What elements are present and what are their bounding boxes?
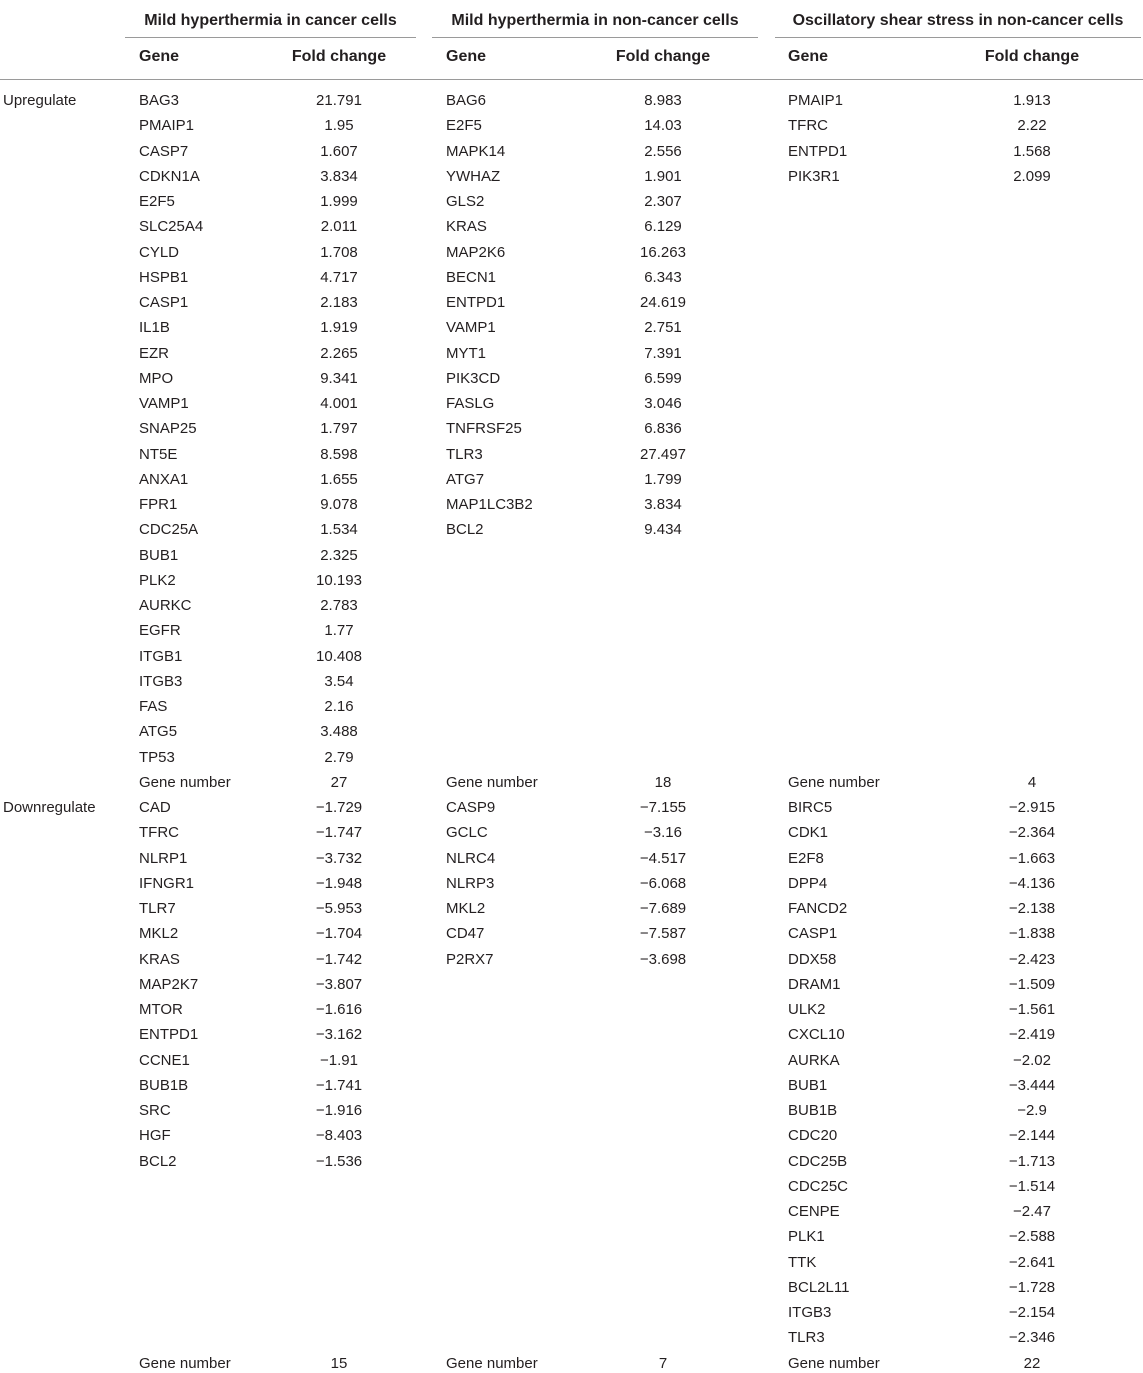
fold-change-value: 8.598 <box>320 445 358 463</box>
fold-change-value: 1.919 <box>320 319 358 337</box>
fold-change-value: −2.423 <box>1008 950 1056 968</box>
gene-name: PMAIP1 <box>788 92 844 109</box>
fold-change-value: −2.641 <box>1008 1253 1056 1271</box>
gene-name: BIRC5 <box>788 799 833 816</box>
gene-name: CDC20 <box>788 1127 838 1145</box>
gene-number-label: Gene number <box>139 773 231 791</box>
group-rule <box>125 37 416 38</box>
gene-name: HSPB1 <box>139 268 189 286</box>
fold-change-value: 10.193 <box>316 571 362 589</box>
fold-change-value: 2.183 <box>320 294 358 311</box>
fold-change-value: −2.588 <box>1008 1228 1056 1246</box>
fold-change-value: 6.836 <box>644 420 682 438</box>
fold-change-value: 1.999 <box>320 193 358 210</box>
fold-change-value: 6.599 <box>644 369 682 387</box>
gene-number-value: 7 <box>658 1354 668 1372</box>
gene-name: KRAS <box>446 218 487 236</box>
fold-change-value: −2.364 <box>1008 824 1056 842</box>
fold-change-value: −1.742 <box>315 950 363 968</box>
gene-name: E2F5 <box>139 193 175 210</box>
gene-name: TLR7 <box>139 900 176 917</box>
gene-name: TP53 <box>139 748 175 766</box>
fold-change-value: −4.517 <box>639 849 687 867</box>
gene-name: BAG3 <box>139 92 180 109</box>
fold-change-value: −1.713 <box>1008 1152 1056 1170</box>
gene-name: ITGB3 <box>139 672 183 690</box>
gene-name: MYT1 <box>446 344 487 362</box>
gene-name: NLRP3 <box>446 874 495 892</box>
gene-name: TLR3 <box>446 445 483 463</box>
fold-change-value: 27.497 <box>640 445 686 463</box>
fold-change-value: −7.155 <box>639 799 687 816</box>
gene-name: BUB1B <box>788 1102 838 1119</box>
gene-number-label: Gene number <box>446 773 538 791</box>
gene-name: MAP1LC3B2 <box>446 496 533 513</box>
gene-name: DDX58 <box>788 950 837 968</box>
gene-name: IL1B <box>139 319 170 337</box>
fold-change-value: −3.698 <box>639 950 687 968</box>
gene-name: TNFRSF25 <box>446 420 522 438</box>
gene-name: NLRP1 <box>139 849 188 867</box>
gene-name: ITGB3 <box>788 1304 832 1321</box>
fold-change-value: 2.556 <box>644 142 682 160</box>
gene-name: TLR3 <box>788 1329 825 1347</box>
fold-change-value: 14.03 <box>644 117 682 135</box>
fold-change-value: 2.099 <box>1013 167 1051 185</box>
column-header-gene: Gene <box>139 48 180 65</box>
fold-change-value: 2.307 <box>644 193 682 210</box>
fold-change-value: 2.751 <box>644 319 682 337</box>
group-rule <box>432 37 758 38</box>
gene-name: GLS2 <box>446 193 485 210</box>
gene-name: E2F5 <box>446 117 482 135</box>
gene-name: EGFR <box>139 622 181 640</box>
gene-name: ENTPD1 <box>139 1026 199 1044</box>
gene-name: GCLC <box>446 824 488 842</box>
gene-name: FASLG <box>446 395 495 412</box>
fold-change-value: 1.607 <box>320 142 358 160</box>
fold-change-value: −2.138 <box>1008 900 1056 917</box>
gene-name: AURKA <box>788 1051 840 1069</box>
fold-change-value: −2.47 <box>1013 1203 1051 1220</box>
fold-change-value: 10.408 <box>316 647 362 665</box>
gene-name: CAD <box>139 799 171 816</box>
fold-change-value: −1.91 <box>320 1051 358 1069</box>
gene-number-value: 15 <box>330 1354 348 1372</box>
fold-change-value: −1.729 <box>315 799 363 816</box>
gene-name: PMAIP1 <box>139 117 195 135</box>
gene-name: CYLD <box>139 243 180 261</box>
fold-change-value: −1.728 <box>1008 1278 1056 1296</box>
gene-number-value: 22 <box>1023 1354 1041 1372</box>
section-label: Upregulate <box>3 92 77 109</box>
fold-change-value: −7.689 <box>639 900 687 917</box>
fold-change-value: −2.915 <box>1008 799 1056 816</box>
fold-change-value: 2.16 <box>324 698 354 715</box>
gene-name: BUB1 <box>139 546 179 564</box>
gene-name: ATG7 <box>446 470 485 488</box>
gene-name: CXCL10 <box>788 1026 845 1044</box>
gene-name: CASP7 <box>139 142 189 160</box>
gene-name: CENPE <box>788 1203 840 1220</box>
gene-name: DPP4 <box>788 874 828 892</box>
gene-name: YWHAZ <box>446 167 501 185</box>
gene-name: BECN1 <box>446 268 497 286</box>
gene-name: MKL2 <box>139 925 179 943</box>
fold-change-value: −4.136 <box>1008 874 1056 892</box>
gene-name: SNAP25 <box>139 420 197 438</box>
fold-change-value: −1.948 <box>315 874 363 892</box>
gene-name: BCL2 <box>446 521 484 539</box>
fold-change-value: 2.011 <box>320 218 358 236</box>
gene-number-label: Gene number <box>788 773 880 791</box>
fold-change-value: −2.154 <box>1008 1304 1056 1321</box>
fold-change-value: −3.444 <box>1008 1076 1056 1094</box>
gene-name: SLC25A4 <box>139 218 204 236</box>
fold-change-value: 9.341 <box>320 369 358 387</box>
gene-name: MAPK14 <box>446 142 506 160</box>
fold-change-value: 2.325 <box>320 546 358 564</box>
gene-name: CCNE1 <box>139 1051 190 1069</box>
fold-change-value: 3.54 <box>324 672 354 690</box>
column-header-gene: Gene <box>788 48 829 65</box>
gene-name: P2RX7 <box>446 950 494 968</box>
gene-name: NLRC4 <box>446 849 496 867</box>
fold-change-value: −2.9 <box>1017 1102 1047 1119</box>
group-rule <box>775 37 1141 38</box>
gene-name: MAP2K7 <box>139 975 199 993</box>
gene-name: VAMP1 <box>446 319 496 337</box>
gene-name: ENTPD1 <box>788 142 848 160</box>
fold-change-value: −1.514 <box>1008 1177 1056 1195</box>
gene-name: DRAM1 <box>788 975 841 993</box>
fold-change-value: −3.807 <box>315 975 363 993</box>
gene-name: CASP1 <box>788 925 838 943</box>
fold-change-value: 9.434 <box>644 521 682 539</box>
gene-number-value: 27 <box>330 773 348 791</box>
gene-name: FANCD2 <box>788 900 848 917</box>
gene-name: CASP9 <box>446 799 496 816</box>
fold-change-value: 1.568 <box>1013 142 1051 160</box>
gene-number-label: Gene number <box>446 1354 538 1372</box>
gene-name: PLK1 <box>788 1228 825 1246</box>
gene-name: MKL2 <box>446 900 486 917</box>
fold-change-value: −3.732 <box>315 849 363 867</box>
fold-change-value: 1.913 <box>1013 92 1051 109</box>
group-title: Mild hyperthermia in cancer cells <box>144 12 397 29</box>
gene-name: CDC25C <box>788 1177 849 1195</box>
gene-name: CASP1 <box>139 294 189 311</box>
fold-change-value: −1.741 <box>315 1076 363 1094</box>
fold-change-value: 2.79 <box>324 748 354 766</box>
gene-name: FAS <box>139 698 168 715</box>
gene-name: MTOR <box>139 1001 183 1018</box>
gene-name: CDC25A <box>139 521 199 539</box>
fold-change-value: 1.655 <box>320 470 358 488</box>
gene-name: ULK2 <box>788 1001 826 1018</box>
gene-name: PIK3R1 <box>788 167 840 185</box>
fold-change-value: −1.747 <box>315 824 363 842</box>
gene-name: ENTPD1 <box>446 294 506 311</box>
fold-change-value: 1.95 <box>324 117 354 135</box>
gene-name: ATG5 <box>139 723 178 741</box>
gene-name: PIK3CD <box>446 369 501 387</box>
gene-name: EZR <box>139 344 169 362</box>
fold-change-value: 2.22 <box>1017 117 1047 135</box>
fold-change-value: 1.534 <box>320 521 358 539</box>
section-label: Downregulate <box>3 799 96 816</box>
gene-name: TTK <box>788 1253 817 1271</box>
header-bottom-rule <box>0 79 1143 80</box>
fold-change-value: −8.403 <box>315 1127 363 1145</box>
gene-name: FPR1 <box>139 496 178 513</box>
fold-change-value: −2.346 <box>1008 1329 1056 1347</box>
gene-name: ITGB1 <box>139 647 183 665</box>
fold-change-value: −5.953 <box>315 900 363 917</box>
fold-change-value: 1.708 <box>320 243 358 261</box>
gene-name: CD47 <box>446 925 485 943</box>
gene-name: E2F8 <box>788 849 824 867</box>
gene-name: NT5E <box>139 445 178 463</box>
fold-change-value: 9.078 <box>320 496 358 513</box>
group-title: Oscillatory shear stress in non-cancer cells <box>792 12 1124 29</box>
fold-change-value: −2.144 <box>1008 1127 1056 1145</box>
fold-change-value: 24.619 <box>640 294 686 311</box>
column-header-fold-change: Fold change <box>984 48 1080 65</box>
gene-name: KRAS <box>139 950 180 968</box>
fold-change-value: 2.265 <box>320 344 358 362</box>
fold-change-value: 4.717 <box>320 268 358 286</box>
fold-change-value: 7.391 <box>644 344 682 362</box>
gene-number-value: 18 <box>654 773 672 791</box>
fold-change-value: −3.16 <box>644 824 682 842</box>
fold-change-value: −1.509 <box>1008 975 1056 993</box>
group-title: Mild hyperthermia in non-cancer cells <box>451 12 739 29</box>
fold-change-value: −2.02 <box>1013 1051 1051 1069</box>
column-header-fold-change: Fold change <box>615 48 711 65</box>
fold-change-value: −6.068 <box>639 874 687 892</box>
column-header-gene: Gene <box>446 48 487 65</box>
fold-change-value: 1.797 <box>320 420 358 438</box>
gene-name: SRC <box>139 1102 171 1119</box>
gene-name: MPO <box>139 369 174 387</box>
gene-name: HGF <box>139 1127 171 1145</box>
gene-name: ANXA1 <box>139 470 189 488</box>
fold-change-value: 21.791 <box>316 92 362 109</box>
fold-change-value: 3.488 <box>320 723 358 741</box>
fold-change-value: −1.561 <box>1008 1001 1056 1018</box>
fold-change-value: 1.77 <box>324 622 354 640</box>
gene-name: TFRC <box>139 824 179 842</box>
fold-change-value: 16.263 <box>640 243 686 261</box>
fold-change-value: 8.983 <box>644 92 682 109</box>
gene-name: MAP2K6 <box>446 243 506 261</box>
fold-change-value: 4.001 <box>320 395 358 412</box>
fold-change-value: −1.704 <box>315 925 363 943</box>
gene-number-value: 4 <box>1027 773 1037 791</box>
gene-name: BCL2 <box>139 1152 177 1170</box>
gene-name: CDKN1A <box>139 167 200 185</box>
fold-change-value: 1.799 <box>644 470 682 488</box>
fold-change-value: 6.129 <box>644 218 682 236</box>
gene-number-label: Gene number <box>139 1354 231 1372</box>
fold-change-value: 3.834 <box>644 496 682 513</box>
fold-change-value: −1.916 <box>315 1102 363 1119</box>
fold-change-value: −1.616 <box>315 1001 363 1018</box>
gene-name: BUB1 <box>788 1076 828 1094</box>
fold-change-value: −1.838 <box>1008 925 1056 943</box>
gene-name: BCL2L11 <box>788 1278 850 1296</box>
fold-change-value: −3.162 <box>315 1026 363 1044</box>
gene-name: VAMP1 <box>139 395 189 412</box>
fold-change-value: 3.046 <box>644 395 682 412</box>
fold-change-value: 1.901 <box>644 167 682 185</box>
gene-name: BUB1B <box>139 1076 189 1094</box>
gene-number-label: Gene number <box>788 1354 880 1372</box>
gene-name: CDC25B <box>788 1152 848 1170</box>
gene-name: TFRC <box>788 117 828 135</box>
gene-name: AURKC <box>139 597 192 614</box>
gene-name: PLK2 <box>139 571 176 589</box>
fold-change-value: −1.663 <box>1008 849 1056 867</box>
column-header-fold-change: Fold change <box>291 48 387 65</box>
fold-change-value: 6.343 <box>644 268 682 286</box>
fold-change-value: −1.536 <box>315 1152 363 1170</box>
fold-change-value: 2.783 <box>320 597 358 614</box>
fold-change-value: −2.419 <box>1008 1026 1056 1044</box>
fold-change-value: −7.587 <box>639 925 687 943</box>
gene-name: BAG6 <box>446 92 487 109</box>
gene-name: CDK1 <box>788 824 829 842</box>
gene-name: IFNGR1 <box>139 874 195 892</box>
fold-change-value: 3.834 <box>320 167 358 185</box>
